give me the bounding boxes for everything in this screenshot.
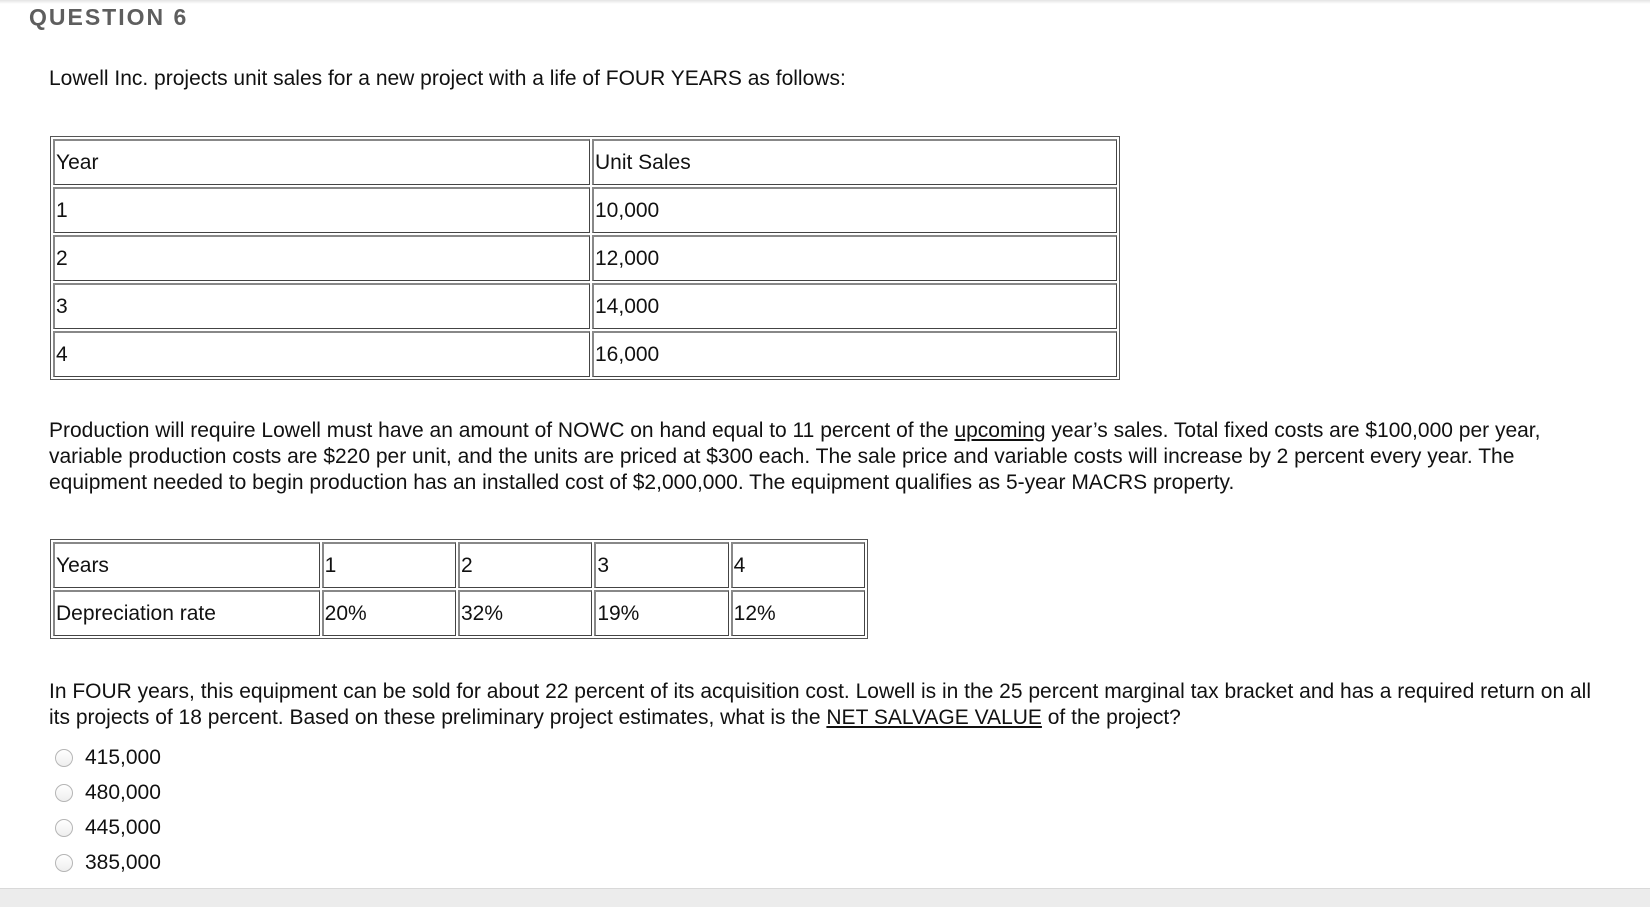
unit-sales-cell: 14,000 — [592, 283, 1117, 329]
table-header-row — [53, 139, 1117, 185]
question-text-after: of the project? — [1041, 706, 1181, 729]
upcoming-underlined: upcoming — [954, 419, 1046, 442]
answer-option-4[interactable] — [55, 845, 161, 880]
rate-year-1: 20% — [322, 590, 456, 636]
rate-year-4: 12% — [731, 590, 865, 636]
year-cell: 1 — [53, 187, 590, 233]
year-3-cell: 3 — [594, 542, 728, 588]
question-text — [49, 679, 1609, 731]
question-title: QUESTION 6 — [29, 4, 189, 30]
years-row — [53, 542, 865, 588]
intro-text: Lowell Inc. projects unit sales for a new project with a life of FOUR YEARS as follows: — [49, 67, 846, 90]
year-cell: 2 — [53, 235, 590, 281]
unit-sales-cell: 10,000 — [592, 187, 1117, 233]
table-row — [53, 187, 1117, 233]
unit-sales-table — [50, 136, 1120, 380]
radio-button[interactable] — [55, 749, 73, 767]
option-label: 385,000 — [85, 850, 161, 874]
option-label: 415,000 — [85, 745, 161, 769]
unit-sales-cell: 16,000 — [592, 331, 1117, 377]
rate-year-3: 19% — [594, 590, 728, 636]
option-label: 445,000 — [85, 815, 161, 839]
depreciation-rate-label: Depreciation rate — [53, 590, 320, 636]
unit-sales-cell: 12,000 — [592, 235, 1117, 281]
option-label: 480,000 — [85, 780, 161, 804]
unit-sales-header: Unit Sales — [592, 139, 1117, 185]
production-text — [49, 418, 1609, 496]
year-cell: 3 — [53, 283, 590, 329]
rate-year-2: 32% — [458, 590, 592, 636]
depreciation-table — [50, 539, 868, 639]
answer-options — [55, 740, 161, 880]
net-salvage-value-underlined: NET SALVAGE VALUE — [826, 706, 1042, 729]
table-row — [53, 331, 1117, 377]
year-1-cell: 1 — [322, 542, 456, 588]
year-cell: 4 — [53, 331, 590, 377]
answer-option-1[interactable] — [55, 740, 161, 775]
table-row — [53, 235, 1117, 281]
radio-button[interactable] — [55, 854, 73, 872]
bottom-bar — [0, 888, 1650, 907]
depreciation-rate-row — [53, 590, 865, 636]
year-2-cell: 2 — [458, 542, 592, 588]
year-4-cell: 4 — [731, 542, 865, 588]
top-shade — [0, 0, 1650, 4]
answer-option-3[interactable] — [55, 810, 161, 845]
table-row — [53, 283, 1117, 329]
years-label: Years — [53, 542, 320, 588]
radio-button[interactable] — [55, 784, 73, 802]
production-text-before: Production will require Lowell must have an amount of NOWC on hand equal to 11 percent of the — [49, 419, 955, 442]
radio-button[interactable] — [55, 819, 73, 837]
answer-option-2[interactable] — [55, 775, 161, 810]
year-header: Year — [53, 139, 590, 185]
production-text-after: year’s sales. Total fixed costs are $100,000 per year, variable production costs are $220 per unit, and the units are priced at $300 each. The sale price and variable costs will increase by 2 percent every year. The equipment needed to begin production has an installed cost of $2,000,000. The equipment qualifies as 5-year MACRS property. — [49, 419, 1541, 494]
question-text-before: In FOUR years, this equipment can be sold for about 22 percent of its acquisition cost. Lowell is in the 25 percent marginal tax bracket and has a required return on all its projects of 18 percent. Based on these preliminary project estimates, what is the — [49, 680, 1592, 729]
